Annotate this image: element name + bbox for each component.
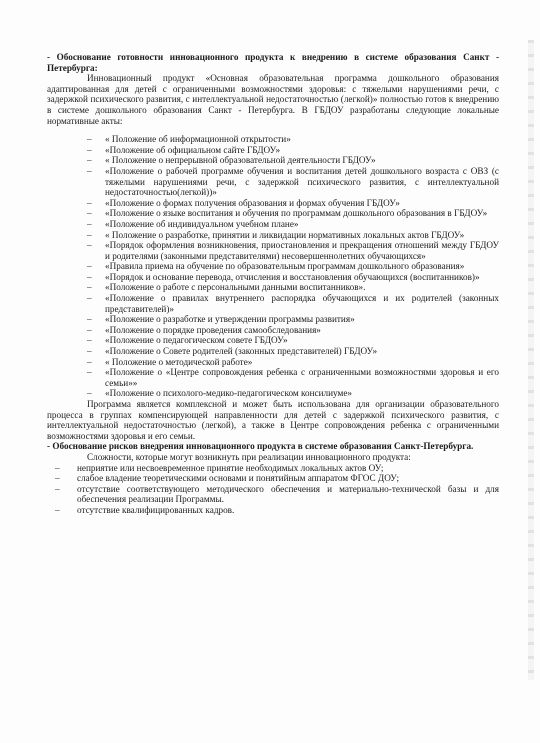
list-item: – «Положение о формах получения образования и формах обучения ГБДОУ» xyxy=(95,198,499,209)
list-item: – «Положение о рабочей программе обучения и воспитания детей дошкольного возраста с ОВЗ (с тяжелыми нарушениями речи, с задержкой психического развития, с интеллектуальной недостаточностью(легкой))» xyxy=(95,166,499,198)
list-item: – «Порядок и основание перевода, отчисления и восстановления обучающихся (воспитанников)» xyxy=(95,272,499,283)
list-item: – «Положение о языке воспитания и обучения по программам дошкольного образования в ГБДОУ» xyxy=(95,208,499,219)
list-item: – «Положение о психолого-медико-педагогическом консилиуме» xyxy=(95,388,499,399)
list-item: – « Положение об информационной открытости» xyxy=(95,134,499,145)
list-item: – слабое владение теоретическими основами и понятийным аппаратом ФГОС ДОУ; xyxy=(55,473,499,484)
list-item: – «Положение о педагогическом совете ГБДОУ» xyxy=(95,335,499,346)
list-item: – «Правила приема на обучение по образовательным программам дошкольного образования» xyxy=(95,261,499,272)
scan-edge-shadow xyxy=(528,40,534,680)
list-item: – «Положение о порядке проведения самообследования» xyxy=(95,325,499,336)
document-page xyxy=(47,52,499,516)
list-item: – «Положение о работе с персональными данными воспитанников». xyxy=(95,282,499,293)
risks-list xyxy=(55,463,499,516)
list-item: – отсутствие соответствующего методического обеспечения и материально-технической базы и для обеспечения реализации Программы. xyxy=(55,484,499,505)
list-item: – « Положение о методической работе» xyxy=(95,357,499,368)
readiness-intro: Инновационный продукт «Основная образовательная программа дошкольного образования адаптированная для детей с ограниченными возможностями здоровья: с тяжелыми нарушениями речи, с задержкой психического развития, с интеллектуальной недостаточностью (легкой)» полностью готов к внедрению в системе дошкольного образования Санкт - Петербурга. В ГБДОУ разработаны следующие локальные нормативные акты: xyxy=(47,73,499,126)
list-item: – « Положение о непрерывной образовательной деятельности ГБДОУ» xyxy=(95,155,499,166)
list-item: – « Положение о разработке, принятии и ликвидации нормативных локальных актов ГБДОУ» xyxy=(95,230,499,241)
section-heading-readiness: - Обоснование готовности инновационного продукта к внедрению в системе образования Санкт - Петербурга: xyxy=(47,52,499,73)
list-item: – «Положение об официальном сайте ГБДОУ» xyxy=(95,145,499,156)
list-item: – «Положение о правилах внутреннего распорядка обучающихся и их родителей (законных представителей)» xyxy=(95,293,499,314)
list-item: – «Положение о «Центре сопровождения ребенка с ограниченными возможностями здоровья и его семьи»» xyxy=(95,367,499,388)
list-item: – «Положение о разработке и утверждении программы развития» xyxy=(95,314,499,325)
list-item: – «Положение о Совете родителей (законных представителей) ГБДОУ» xyxy=(95,346,499,357)
list-item: – «Порядок оформления возникновения, приостановления и прекращения отношений между ГБДОУ и родителями (законными представителями) несовершеннолетних обучающихся» xyxy=(95,240,499,261)
section-heading-risks: - Обоснование рисков внедрения инновационного продукта в системе образования Санкт-Петербурга. xyxy=(47,441,474,452)
local-acts-list xyxy=(95,134,499,399)
program-usage-paragraph: Программа является комплексной и может быть использована для организации образовательного процесса в группах компенсирующей направленности для детей с задержкой психического развития, с интеллектуальной недостаточностью (легкой), а также в Центре сопровождения ребенка с ограниченными возможностями здоровья и его семьи. xyxy=(47,399,499,441)
list-item: – неприятие или несвоевременное принятие необходимых локальных актов ОУ; xyxy=(55,463,499,474)
list-item: – отсутствие квалифицированных кадров. xyxy=(55,505,499,516)
list-item: – «Положение об индивидуальном учебном плане» xyxy=(95,219,499,230)
risks-intro: Сложности, которые могут возникнуть при реализации инновационного продукта: xyxy=(87,451,411,462)
